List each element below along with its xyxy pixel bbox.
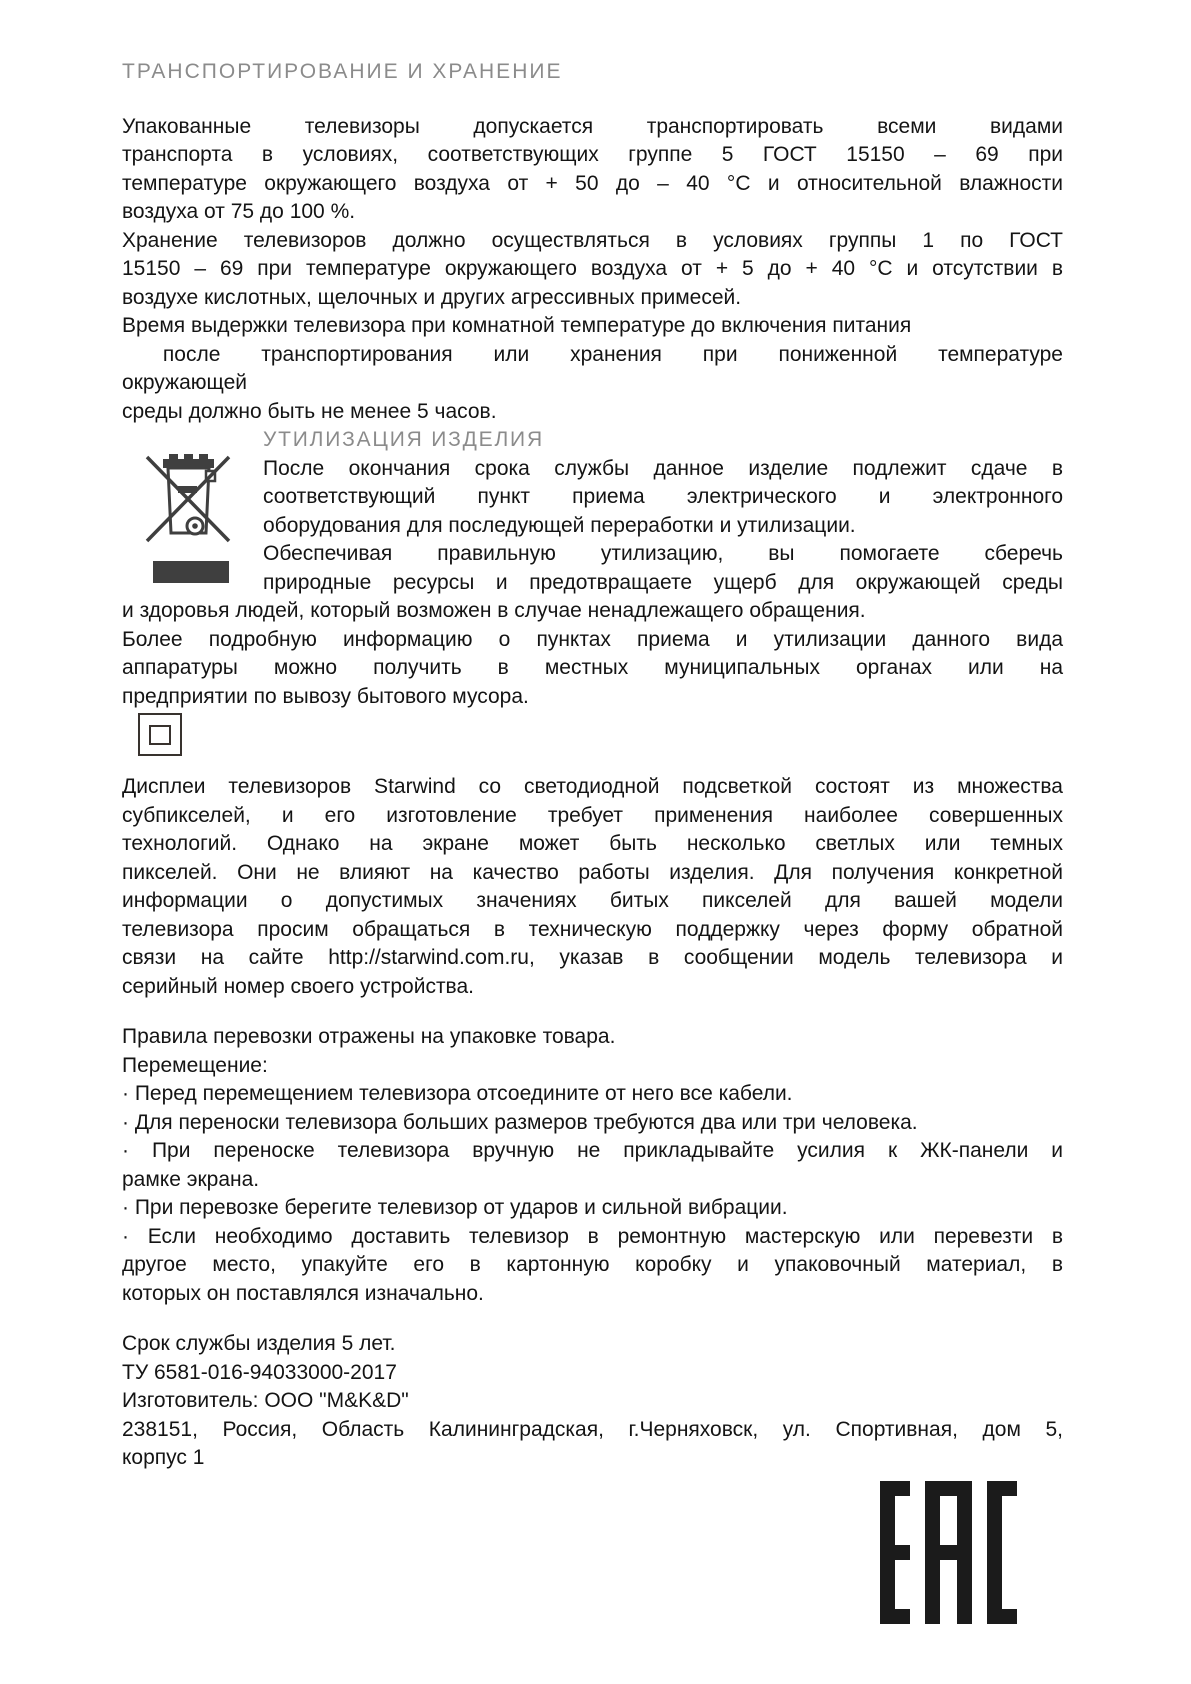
text-line: Дисплеи телевизоров Starwind со светодиодной подсветкой состоят из множества <box>122 775 1063 798</box>
text-line: рамке экрана. <box>122 1167 260 1191</box>
text-line: окружающей <box>122 371 247 394</box>
text-line: серийный номер своего устройства. <box>122 974 474 998</box>
text-line: природные ресурсы и предотвращаете ущерб для окружающей среды <box>263 570 1063 594</box>
text-line: среды должно быть не менее 5 часов. <box>122 399 497 423</box>
text-line: Срок службы изделия 5 лет. <box>122 1332 396 1355</box>
text-line: и здоровья людей, который возможен в случае ненадлежащего обращения. <box>122 599 866 622</box>
text-line: телевизора просим обращаться в техническую поддержку через форму обратной <box>122 917 1063 941</box>
text-line: Хранение телевизоров должно осуществляться в условиях группы 1 по ГОСТ <box>122 228 1063 252</box>
text-line: Перемещение: <box>122 1053 268 1077</box>
text-line: Обеспечивая правильную утилизацию, вы помогаете сберечь <box>263 542 1063 565</box>
text-line: связи на сайте http://starwind.com.ru, указав в сообщении модель телевизора и <box>122 946 1063 969</box>
transport-storage-text <box>122 113 1063 427</box>
disposal-indented-text <box>263 455 1063 598</box>
text-line: После окончания срока службы данное изделие подлежит сдаче в <box>263 456 1063 480</box>
eac-mark-row <box>122 1481 1017 1624</box>
vertical-gap <box>122 1001 1063 1023</box>
text-line: воздуха от 75 до 100 %. <box>122 200 356 223</box>
text-line: пикселей. Они не влияют на качество работы изделия. Для получения конкретной <box>122 860 1063 884</box>
text-line: Более подробную информацию о пунктах приема и утилизации данного вида <box>122 627 1063 651</box>
text-line: · Для переноски телевизора больших размеров требуются два или три человека. <box>122 1110 918 1134</box>
square-inner <box>149 725 171 745</box>
text-line: соответствующий пункт приема электрического и электронного <box>263 485 1063 508</box>
text-line: · При переноске телевизора вручную не прикладывайте усилия к ЖК-панели и <box>122 1139 1063 1162</box>
transport-rules-text <box>122 1023 1063 1308</box>
weee-crossed-bin-icon <box>144 449 254 584</box>
text-line: воздухе кислотных, щелочных и других агрессивных примесей. <box>122 285 742 309</box>
text-line: технологий. Однако на экране может быть несколько светлых или темных <box>122 832 1063 855</box>
square-outer <box>138 713 182 756</box>
text-line: оборудования для последующей переработки и утилизации. <box>263 513 856 537</box>
double-insulation-icon <box>138 713 1063 756</box>
text-line: аппаратуры можно получить в местных муниципальных органах или на <box>122 656 1063 679</box>
disposal-block <box>122 455 1063 598</box>
text-line: корпус 1 <box>122 1446 205 1469</box>
text-line: · Перед перемещением телевизора отсоедините от него все кабели. <box>122 1082 793 1105</box>
text-line: информации о допустимых значениях битых пикселей для вашей модели <box>122 889 1063 912</box>
text-line: Изготовитель: ООО "M&K&D" <box>122 1389 409 1412</box>
text-line: · Если необходимо доставить телевизор в ремонтную мастерскую или перевезти в <box>122 1224 1063 1248</box>
vertical-gap <box>122 1308 1063 1330</box>
text-line: ТУ 6581-016-94033000-2017 <box>122 1360 397 1384</box>
display-quality-text <box>122 773 1063 1001</box>
text-line: Время выдержки телевизора при комнатной температуре до включения питания <box>122 314 912 337</box>
text-line: транспорта в условиях, соответствующих группе 5 ГОСТ 15150 – 69 при <box>122 143 1063 166</box>
crossed-out-wheelie-bin-icon <box>144 449 232 545</box>
text-line: 238151, Россия, Область Калининградская, г.Черняховск, ул. Спортивная, дом 5, <box>122 1417 1063 1441</box>
text-line: субпикселей, и его изготовление требует применения наиболее совершенных <box>122 803 1063 827</box>
text-line: температуре окружающего воздуха от + 50 до – 40 °С и относительной влажности <box>122 171 1063 195</box>
product-info-text <box>122 1330 1063 1473</box>
text-line: после транспортирования или хранения при пониженной температуре <box>122 342 1063 366</box>
text-line: 15150 – 69 при температуре окружающего воздуха от + 5 до + 40 °С и отсутствии в <box>122 257 1063 280</box>
text-line: Правила перевозки отражены на упаковке товара. <box>122 1025 616 1048</box>
text-line: другое место, упакуйте его в картонную коробку и упаковочный материал, в <box>122 1253 1063 1276</box>
disposal-text <box>122 597 1063 711</box>
weee-black-bar <box>153 561 229 583</box>
text-line: предприятии по вывозу бытового мусора. <box>122 684 529 708</box>
text-line: · При перевозке берегите телевизор от ударов и сильной вибрации. <box>122 1196 788 1219</box>
text-line: которых он поставлялся изначально. <box>122 1281 484 1305</box>
eac-conformity-mark-icon <box>880 1481 1017 1624</box>
section-heading-transport-storage: ТРАНСПОРТИРОВАНИЕ И ХРАНЕНИЕ <box>122 60 563 83</box>
section-heading-disposal: УТИЛИЗАЦИЯ ИЗДЕЛИЯ <box>263 428 544 451</box>
text-line: Упакованные телевизоры допускается транспортировать всеми видами <box>122 114 1063 138</box>
